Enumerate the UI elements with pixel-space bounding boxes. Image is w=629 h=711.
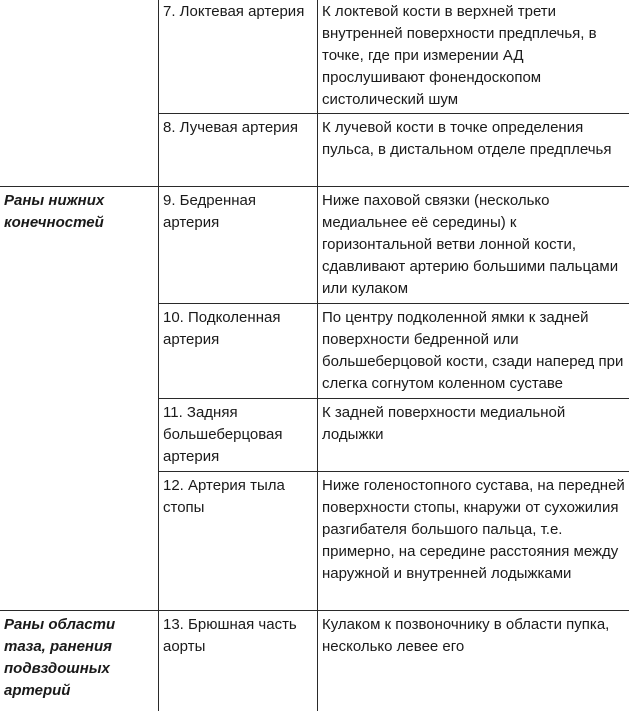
pressure-method: К лучевой кости в точке определения пульса, в дистальном отделе предплечья — [322, 116, 629, 161]
artery-name: 10. Подколенная артерия — [163, 306, 313, 351]
artery-cell — [159, 114, 318, 187]
table-row — [0, 187, 629, 304]
artery-name: 7. Локтевая артерия — [163, 0, 313, 23]
artery-cell — [159, 304, 318, 399]
region-label: Раны области таза, ранения подвздошных артерий — [4, 613, 154, 702]
method-cell — [318, 187, 629, 304]
table-row — [0, 0, 629, 114]
region-cell-upper — [0, 0, 159, 187]
pressure-method: По центру подколенной ямки к задней поверхности бедренной или большеберцовой кости, сзади наперед при слегка согнутом коленном суставе — [322, 306, 629, 395]
pressure-method: К задней поверхности медиальной лодыжки — [322, 401, 629, 446]
artery-cell — [159, 0, 318, 114]
artery-name: 12. Артерия тыла стопы — [163, 474, 313, 519]
pressure-method: Ниже паховой связки (несколько медиальнее её середины) к горизонтальной ветви лонной кости, сдавливают артерию большими пальцами или кулаком — [322, 189, 629, 300]
pressure-method: Кулаком к позвоночнику в области пупка, несколько левее его — [322, 613, 629, 658]
artery-cell — [159, 399, 318, 472]
artery-cell — [159, 611, 318, 711]
region-cell — [0, 611, 159, 711]
table-row — [0, 611, 629, 711]
artery-name: 11. Задняя большеберцовая артерия — [163, 401, 313, 468]
pressure-method: К локтевой кости в верхней трети внутренней поверхности предплечья, в точке, где при измерении АД прослушивают фонендоскопом систолический шум — [322, 0, 629, 111]
method-cell — [318, 304, 629, 399]
artery-cell — [159, 472, 318, 611]
method-cell — [318, 0, 629, 114]
artery-name: 8. Лучевая артерия — [163, 116, 313, 139]
region-label: Раны нижних конечностей — [4, 189, 154, 234]
method-cell — [318, 611, 629, 711]
artery-cell — [159, 187, 318, 304]
method-cell — [318, 399, 629, 472]
artery-name: 13. Брюшная часть аорты — [163, 613, 313, 658]
method-cell — [318, 114, 629, 187]
region-cell — [0, 187, 159, 611]
artery-name: 9. Бедренная артерия — [163, 189, 313, 234]
method-cell — [318, 472, 629, 611]
pressure-method: Ниже голеностопного сустава, на передней поверхности стопы, кнаружи от сухожилия разгибателя большого пальца, т.е. примерно, на середине расстояния между наружной и внутренней лодыжками — [322, 474, 629, 585]
